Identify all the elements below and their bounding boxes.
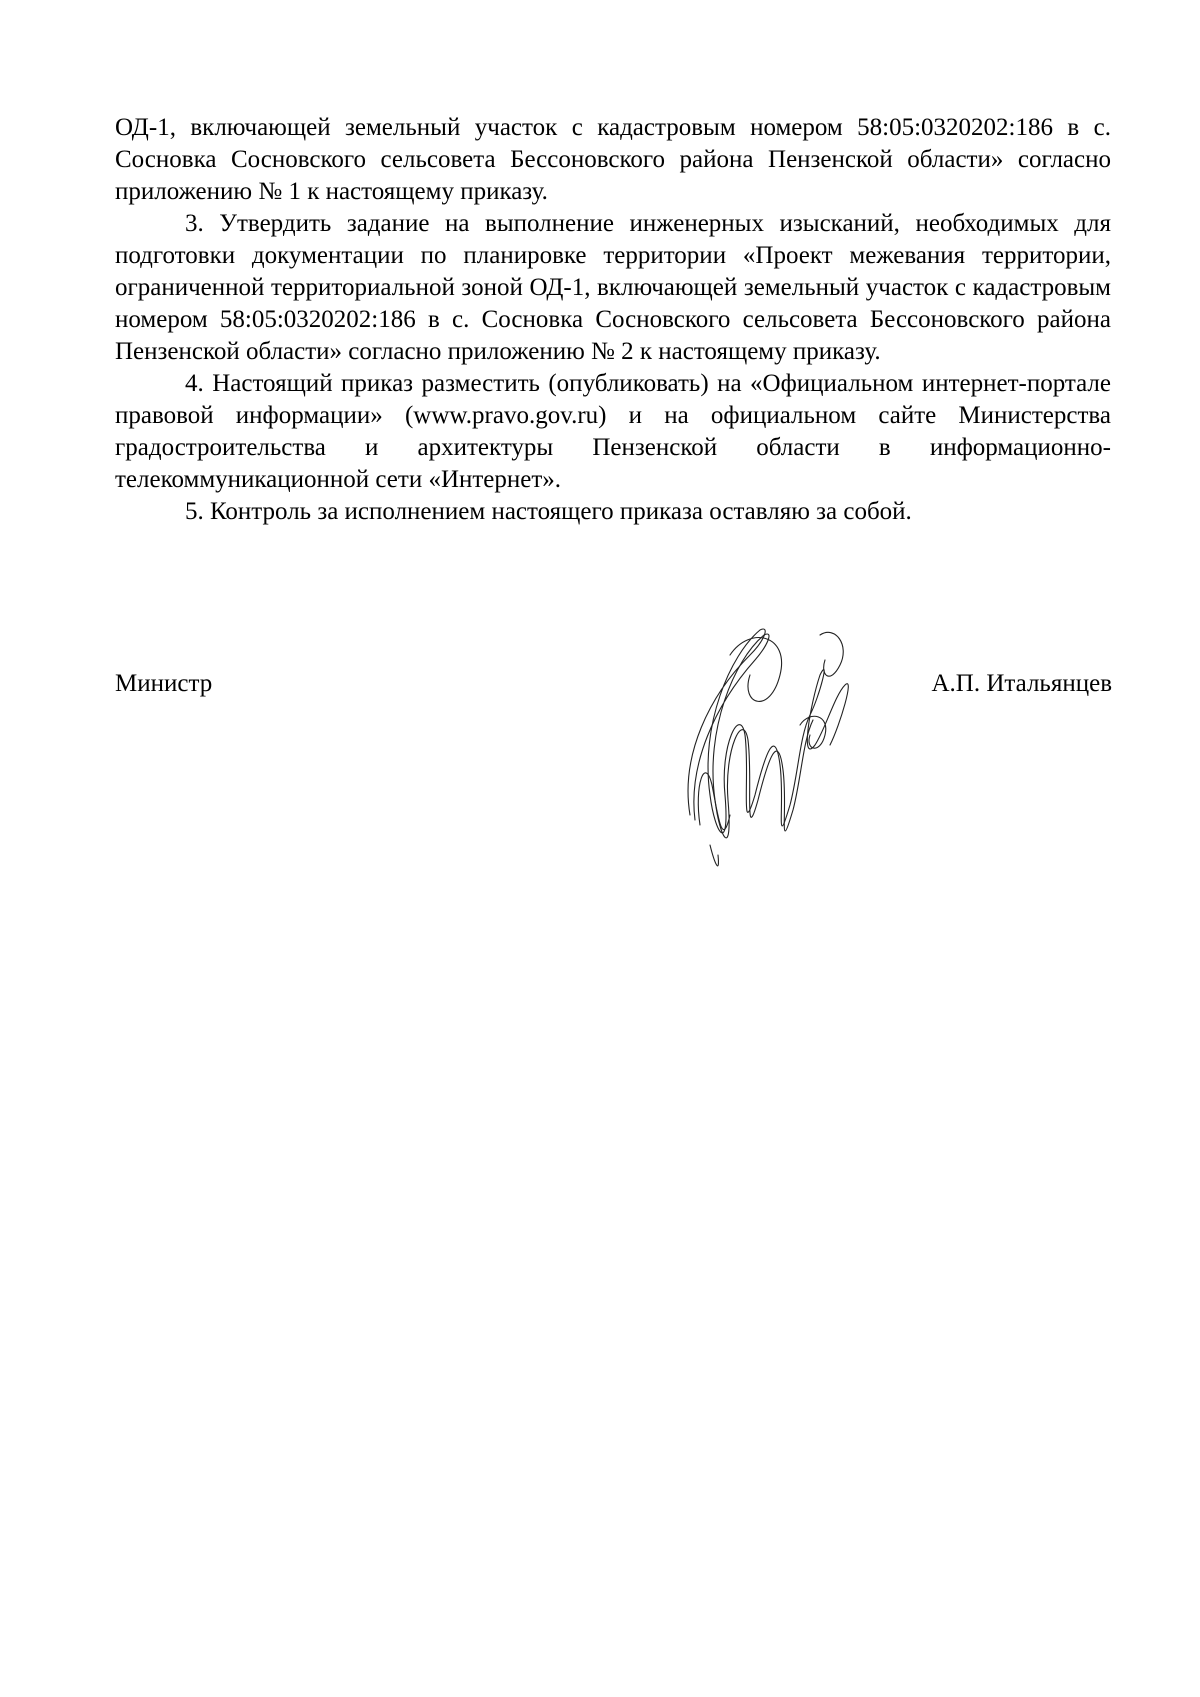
handwritten-signature	[670, 615, 870, 885]
paragraph-continuation: ОД-1, включающей земельный участок с кадастровым номером 58:05:0320202:186 в с. Сосновка Сосновского сельсовета Бессоновского района Пензенской области» согласно приложению № 1 к настоящему приказу.	[115, 114, 1111, 205]
paragraph-item-4: 4. Настоящий приказ разместить (опубликовать) на «Официальном интернет-портале правовой информации» (www.pravo.gov.ru) и на официальном сайте Министерства градостроительства и архитектуры Пензенской области в информационно-телекоммуникационной сети «Интернет».	[115, 370, 1111, 493]
paragraph-item-3: 3. Утвердить задание на выполнение инженерных изысканий, необходимых для подготовки документации по планировке территории «Проект межевания территории, ограниченной территориальной зоной ОД-1, включающей земельный участок с кадастровым номером 58:05:0320202:186 в с. Сосновка Сосновского сельсовета Бессоновского района Пензенской области» согласно приложению № 2 к настоящему приказу.	[115, 210, 1111, 365]
signatory-title: Министр	[115, 670, 213, 697]
document-body	[115, 112, 1111, 528]
signatory-name: А.П. Итальянцев	[931, 670, 1112, 697]
paragraph-item-5: 5. Контроль за исполнением настоящего приказа оставляю за собой.	[185, 498, 912, 525]
